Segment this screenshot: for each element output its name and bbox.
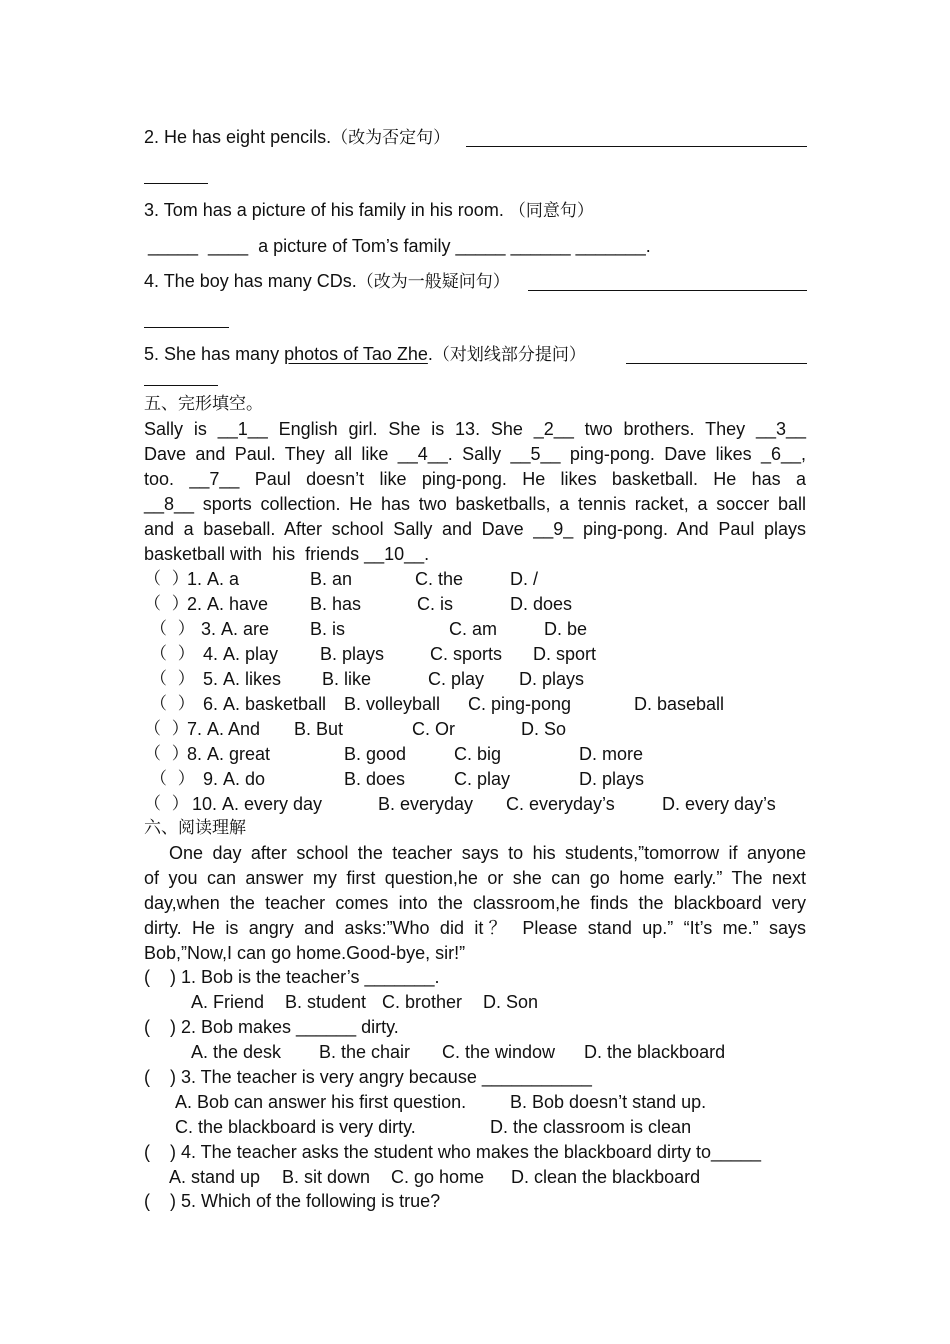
question-4-5: 5. She has many photos of Tao Zhe.（对划线部分提问） (144, 344, 586, 365)
cloze-line: basketball with his friends __10__. (144, 544, 430, 564)
answer-line (466, 130, 807, 147)
reading-question: ( ) 5. Which of the following is true? (144, 1191, 441, 1211)
reading-line: Bob,”Now,I can go home.Good-bye, sir!” (144, 943, 466, 963)
reading-line: of you can answer my first question,he or she can go home early.” The next (144, 868, 806, 888)
reading-line: dirty. He is angry and asks:”Who did it？ Please stand up.” “It’s me.” says (144, 918, 806, 938)
reading-question: ( ) 1. Bob is the teacher’s _______. (144, 967, 440, 987)
reading-line: One day after school the teacher says to his students,”tomorrow if anyone (169, 843, 806, 863)
worksheet-page: 2. He has eight pencils.（改为否定句） 3. Tom has a picture of his family in his room. （同意句） _____ ____ a picture of Tom’s family _____ ______ _______. 4. The boy has many CDs.（改为一般疑问句） 5. She has many photos of Tao Zhe.（对划线部分提问） 五、完形填空。 Sally is __1__ English girl. She is 13. She _2__ two brothers. They __3__ Dave and Paul. They all like __4__. Sally __5__ ping-pong. Dave likes _6__, too. __7__ Paul doesn’t like ping-pong. He likes basketball. He has a __8__ sports collection. He has two basketballs, a tennis racket, a soccer ball and a baseball. After school Sally and Dave __9_ ping-pong. And Paul plays basketball with his friends __10__. （ ） 1. A. a B. an C. the D. / （ ） 2. A. have B. has C. is D. does （ ） 3. A. are B. is C. am D. be （ ） 4. A. play B. plays C. sports D. sport （ ） 5. A. likes B. like C. play D. plays （ ） 6. A. basketball B. volleyball C. ping-pong D. baseball （ ） 7. A. And B. But C. Or D. So （ ） 8. A. great B. good C. big D. more （ ） 9. A. do B. does C. play D. plays （ ） 10. A. every day B. everyday C. everyday’s D. every day’s 六、阅读理解 One day after school the teacher says to his students,”tomorrow if anyone of you can answer my first question,he or she can go home early.” The next day,when the teacher comes into the classroom,he finds the blackboard very dirty. He is angry and asks:”Who did it？ Please stand up.” “It’s me.” says Bob,”Now,I can go home.Good-bye, sir!” ( ) 1. Bob is the teacher’s _______. A. Friend B. student C. brother D. Son ( ) 2. Bob makes ______ dirty. A. the desk B. the chair C. the window D. the blackboard ( ) 3. The teacher is very angry because ___________ A. Bob can answer his first question. B. Bob doesn’t stand up. C. the blackboard is very dirty. D. the classroom is clean ( ) 4. The teacher asks the student who makes the blackboard dirty to_____ A. stand up B. sit down C. go home D. clean the blackboard ( ) 5. Which of the following is true? (144, 127, 806, 1211)
reading-question: ( ) 3. The teacher is very angry because ___________ (144, 1067, 592, 1087)
answer-line (528, 274, 807, 291)
cloze-line: Sally is __1__ English girl. She is 13. She _2__ two brothers. They __3__ (144, 419, 806, 439)
cloze-line: __8__ sports collection. He has two basketballs, a tennis racket, a soccer ball (144, 494, 806, 514)
answer-line (144, 311, 229, 328)
answer-line (144, 369, 218, 386)
question-4-3-answer: _____ ____ a picture of Tom’s family _____ ______ _______. (148, 236, 651, 256)
section-6-title: 六、阅读理解 (144, 818, 246, 838)
question-4-2: 2. He has eight pencils.（改为否定句） (144, 127, 451, 148)
reading-question: ( ) 2. Bob makes ______ dirty. (144, 1017, 399, 1037)
cloze-line: and a baseball. After school Sally and Dave __9_ ping-pong. And Paul plays (144, 519, 806, 539)
answer-line (144, 167, 208, 184)
section-5-title: 五、完形填空。 (144, 394, 263, 414)
reading-question: ( ) 4. The teacher asks the student who makes the blackboard dirty to_____ (144, 1142, 762, 1162)
cloze-line: too. __7__ Paul doesn’t like ping-pong. He likes basketball. He has a (144, 469, 806, 489)
reading-line: day,when the teacher comes into the classroom,he finds the blackboard very (144, 893, 806, 913)
question-4-3: 3. Tom has a picture of his family in his room. （同意句） (144, 200, 594, 221)
question-4-4: 4. The boy has many CDs.（改为一般疑问句） (144, 271, 510, 292)
cloze-line: Dave and Paul. They all like __4__. Sally __5__ ping-pong. Dave likes _6__, (144, 444, 806, 464)
answer-line (626, 347, 807, 364)
